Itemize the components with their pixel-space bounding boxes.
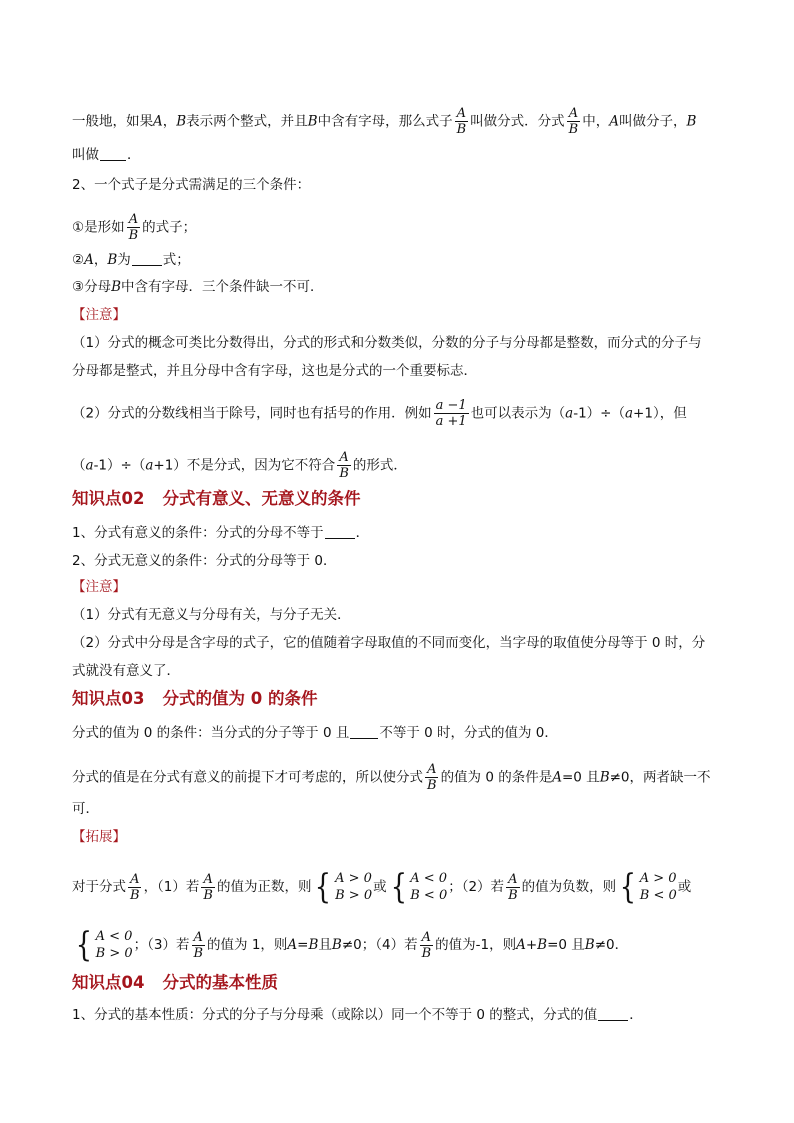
kp02-note-2-line1: （2）分式中分母是含字母的式子，它的值随着字母取值的不同而变化，当字母的取值使分母等于 0 时，分 — [72, 635, 706, 651]
kp04-line1: 1、分式的基本性质：分式的分子与分母乘（或除以）同一个不等于 0 的整式，分式的值 ． — [72, 1007, 643, 1023]
kp02-note-2-line2: 式就没有意义了． — [72, 663, 180, 679]
fraction-a-over-b: $\frac{A}{B}$ — [427, 762, 437, 793]
kp01-definition-line2: 叫做 ． — [72, 147, 141, 163]
kp01-condition-2: ②A，B为 式； — [72, 252, 190, 268]
fraction-a-over-b: $\frac{A}{B}$ — [421, 929, 432, 961]
kp01-note-label: 【注意】 — [72, 307, 126, 323]
fraction-a-over-b: $\frac{A}{B}$ — [339, 450, 349, 481]
kp03-line2: 分式的值是在分式有意义的前提下才可考虑的，所以使分式 $\frac{A}{B}$ 的值为 0 的条件是A=0 且B≠0，两者缺一不 — [72, 762, 711, 793]
inequality-system: { A > 0 B < 0 — [619, 867, 677, 907]
kp03-extension-line2: { A < 0 B > 0 ；（3）若 $\frac{A}{B}$ 的值为 1，则A=B且B≠0；（4）若 $\frac{A}{B}$ 的值为-1，则A+B=0 且B≠0． — [72, 928, 722, 962]
kp03-extension-line1: 对于分式 $\frac{A}{B}$ ，（1）若 $\frac{A}{B}$ 的值为正数，则 { A > 0 B > 0 或 { A < 0 B < 0 ；（2）若 $\frac{A}{B}$ 的值为负数，则 { A > 0 B < 0 或 — [72, 867, 692, 907]
fill-blank[interactable] — [100, 146, 126, 161]
fraction-a-over-b: $\frac{A}{B}$ — [203, 871, 213, 903]
kp03-line3: 可． — [72, 801, 99, 817]
fraction-a-over-b: $\frac{A}{B}$ — [193, 929, 204, 961]
kp01-condition-3: ③分母B中含有字母．三个条件缺一不可． — [72, 279, 324, 295]
kp01-condition-1: ①是形如 $\frac{A}{B}$ 的式子； — [72, 212, 197, 243]
kp01-note-2-line2: （a-1）÷（a+1）不是分式，因为它不符合 $\frac{A}{B}$ 的形式． — [72, 450, 407, 481]
fill-blank[interactable] — [132, 251, 162, 266]
fill-blank[interactable] — [325, 524, 355, 539]
fill-blank[interactable] — [598, 1006, 628, 1021]
fraction-a-over-b: $\frac{A}{B}$ — [128, 212, 139, 243]
fraction-a-minus-1-over-a-plus-1: $\frac{a -1}{a +1}$ — [435, 398, 467, 429]
kp03-extension-label: 【拓展】 — [72, 829, 126, 845]
fraction-a-over-b: $\frac{A}{B}$ — [568, 106, 579, 137]
kp01-note-2-line1: （2）分式的分数线相当于除号，同时也有括号的作用．例如 $\frac{a -1}{a +1}$ 也可以表示为（a-1）÷（a+1），但 — [72, 398, 687, 429]
kp01-note-1-line2: 分母都是整式，并且分母中含有字母，这也是分式的一个重要标志． — [72, 363, 477, 379]
fraction-a-over-b: $\frac{A}{B}$ — [508, 871, 518, 903]
inequality-system: { A < 0 B < 0 — [390, 867, 448, 907]
kp03-line1: 分式的值为 0 的条件：当分式的分子等于 0 且 不等于 0 时，分式的值为 0． — [72, 725, 558, 741]
kp02-line2: 2、分式无意义的条件：分式的分母等于 0． — [72, 553, 337, 569]
section-heading-kp03: 知识点03 分式的值为 0 的条件 — [72, 689, 318, 708]
kp01-definition-line1: 一般地，如果A，B表示两个整式，并且B中含有字母，那么式子 $\frac{A}{B}$ 叫做分式．分式 $\frac{A}{B}$ 中，A叫做分子，B — [72, 106, 697, 137]
kp02-note-1: （1）分式有无意义与分母有关，与分子无关． — [72, 607, 351, 623]
inequality-system: { A < 0 B > 0 — [75, 925, 133, 965]
inequality-system: { A > 0 B > 0 — [315, 867, 373, 907]
section-heading-kp02: 知识点02 分式有意义、无意义的条件 — [72, 489, 361, 508]
kp02-note-label: 【注意】 — [72, 579, 126, 595]
fraction-a-over-b: $\frac{A}{B}$ — [456, 106, 467, 137]
fill-blank[interactable] — [350, 724, 378, 739]
kp02-line1: 1、分式有意义的条件：分式的分母不等于 ． — [72, 525, 370, 541]
section-heading-kp04: 知识点04 分式的基本性质 — [72, 973, 278, 992]
fraction-a-over-b: $\frac{A}{B}$ — [130, 871, 140, 903]
kp01-note-1-line1: （1）分式的概念可类比分数得出，分式的形式和分数类似，分数的分子与分母都是整数，而分式的分子与 — [72, 335, 702, 351]
kp01-condition-title: 2、一个式子是分式需满足的三个条件： — [72, 177, 311, 193]
